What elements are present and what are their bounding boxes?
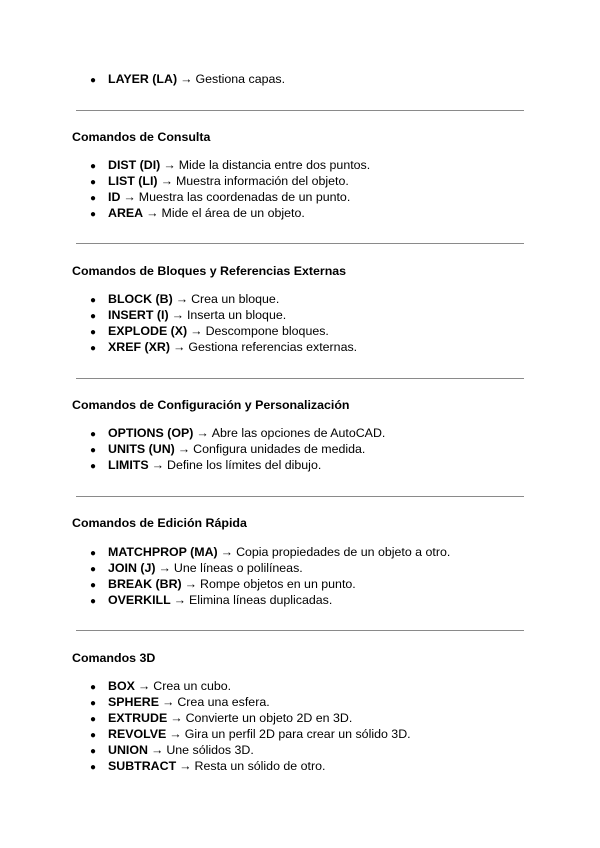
bullet-icon: ● [90, 445, 97, 456]
command-description: Mide la distancia entre dos puntos. [178, 158, 371, 172]
arrow-icon: → [177, 442, 191, 456]
list-item [90, 592, 450, 608]
list-item [90, 678, 411, 694]
command-name: BLOCK (B) [108, 292, 173, 306]
section-heading: Comandos de Bloques y Referencias Externas [72, 264, 347, 278]
list-item [90, 425, 385, 441]
section-heading: Comandos de Configuración y Personalización [72, 398, 350, 412]
section-list [90, 425, 385, 473]
list-item [90, 544, 450, 560]
bullet-icon: ● [90, 209, 97, 220]
arrow-icon: → [175, 292, 189, 306]
command-name: LIST (LI) [108, 174, 158, 188]
arrow-icon: → [171, 308, 184, 322]
list-item [90, 441, 385, 457]
list-item [90, 323, 357, 339]
command-name: AREA [108, 206, 144, 220]
arrow-icon: → [123, 190, 136, 204]
command-description: Gira un perfil 2D para crear un sólido 3D. [184, 727, 411, 741]
arrow-icon: → [151, 458, 164, 472]
bullet-icon: ● [90, 596, 97, 607]
arrow-icon: → [161, 695, 175, 709]
divider [76, 110, 524, 111]
command-description: Rompe objetos en un punto. [200, 577, 356, 591]
command-name: OPTIONS (OP) [108, 426, 194, 440]
bullet-icon: ● [90, 698, 97, 709]
bullet-icon: ● [90, 580, 97, 591]
list-item [90, 157, 370, 173]
section-list [90, 678, 411, 774]
list-item [90, 173, 370, 189]
command-name: ID [108, 190, 121, 204]
bullet-icon: ● [90, 327, 97, 338]
bullet-icon: ● [90, 746, 97, 757]
command-description: Elimina líneas duplicadas. [189, 593, 333, 607]
command-description: Configura unidades de medida. [193, 442, 366, 456]
command-description: Crea un cubo. [153, 679, 232, 693]
bullet-icon: ● [90, 682, 97, 693]
command-description: Copia propiedades de un objeto a otro. [236, 545, 451, 559]
section-heading: Comandos de Edición Rápida [72, 516, 247, 530]
command-name: BOX [108, 679, 135, 693]
arrow-icon: → [184, 577, 198, 591]
bullet-icon: ● [90, 311, 97, 322]
arrow-icon: → [160, 174, 173, 188]
divider [76, 243, 524, 244]
list-item [90, 457, 385, 473]
section-heading: Comandos 3D [72, 651, 156, 665]
bullet-icon: ● [90, 75, 97, 86]
list-item [90, 694, 411, 710]
arrow-icon: → [137, 679, 151, 693]
bullet-icon: ● [90, 564, 97, 575]
command-name: REVOLVE [108, 727, 167, 741]
list-item [90, 726, 411, 742]
divider [76, 630, 524, 631]
list-item [90, 291, 357, 307]
divider [76, 496, 524, 497]
command-description: Gestiona referencias externas. [188, 340, 358, 354]
command-description: Crea una esfera. [177, 695, 270, 709]
command-name: LAYER (LA) [108, 72, 178, 86]
command-description: Define los límites del dibujo. [167, 458, 322, 472]
command-description: Inserta un bloque. [186, 308, 287, 322]
bullet-icon: ● [90, 343, 97, 354]
arrow-icon: → [170, 711, 183, 725]
arrow-icon: → [173, 593, 187, 607]
command-name: JOIN (J) [108, 561, 156, 575]
section-list [90, 157, 370, 221]
bullet-icon: ● [90, 177, 97, 188]
command-name: EXTRUDE [108, 711, 168, 725]
section-heading: Comandos de Consulta [72, 130, 211, 144]
divider [76, 378, 524, 379]
command-name: OVERKILL [108, 593, 171, 607]
list-item [90, 576, 450, 592]
command-name: EXPLODE (X) [108, 324, 188, 338]
bullet-icon: ● [90, 714, 97, 725]
list-item [90, 71, 285, 87]
command-description: Convierte un objeto 2D en 3D. [185, 711, 353, 725]
list-item [90, 307, 357, 323]
bullet-icon: ● [90, 193, 97, 204]
command-description: Une líneas o polilíneas. [173, 561, 303, 575]
section-list [90, 544, 450, 608]
command-description: Muestra información del objeto. [175, 174, 349, 188]
command-name: MATCHPROP (MA) [108, 545, 218, 559]
arrow-icon: → [150, 743, 164, 757]
arrow-icon: → [172, 340, 186, 354]
command-name: UNION [108, 743, 148, 757]
arrow-icon: → [169, 727, 182, 741]
list-item [90, 189, 370, 205]
bullet-icon: ● [90, 548, 97, 559]
arrow-icon: → [163, 158, 176, 172]
arrow-icon: → [180, 72, 193, 86]
command-description: Abre las opciones de AutoCAD. [211, 426, 386, 440]
arrow-icon: → [196, 426, 209, 440]
list-item [90, 205, 370, 221]
command-description: Muestra las coordenadas de un punto. [138, 190, 351, 204]
command-name: SUBTRACT [108, 759, 177, 773]
command-description: Gestiona capas. [195, 72, 286, 86]
arrow-icon: → [220, 545, 234, 559]
command-name: LIMITS [108, 458, 149, 472]
command-description: Une sólidos 3D. [166, 743, 254, 757]
command-description: Resta un sólido de otro. [194, 759, 326, 773]
list-item [90, 758, 411, 774]
command-description: Descompone bloques. [205, 324, 329, 338]
list-item [90, 710, 411, 726]
command-name: INSERT (I) [108, 308, 169, 322]
bullet-icon: ● [90, 161, 97, 172]
command-name: BREAK (BR) [108, 577, 182, 591]
bullet-icon: ● [90, 295, 97, 306]
list-item [90, 339, 357, 355]
command-name: UNITS (UN) [108, 442, 175, 456]
command-description: Mide el área de un objeto. [161, 206, 305, 220]
bullet-icon: ● [90, 762, 97, 773]
bullet-icon: ● [90, 461, 97, 472]
arrow-icon: → [146, 206, 159, 220]
command-description: Crea un bloque. [191, 292, 280, 306]
command-name: SPHERE [108, 695, 159, 709]
bullet-icon: ● [90, 429, 97, 440]
command-name: DIST (DI) [108, 158, 161, 172]
arrow-icon: → [158, 561, 171, 575]
list-item [90, 560, 450, 576]
bullet-icon: ● [90, 730, 97, 741]
section-list [90, 291, 357, 355]
command-name: XREF (XR) [108, 340, 170, 354]
list-item-top [90, 71, 285, 87]
arrow-icon: → [179, 759, 192, 773]
list-item [90, 742, 411, 758]
arrow-icon: → [190, 324, 203, 338]
